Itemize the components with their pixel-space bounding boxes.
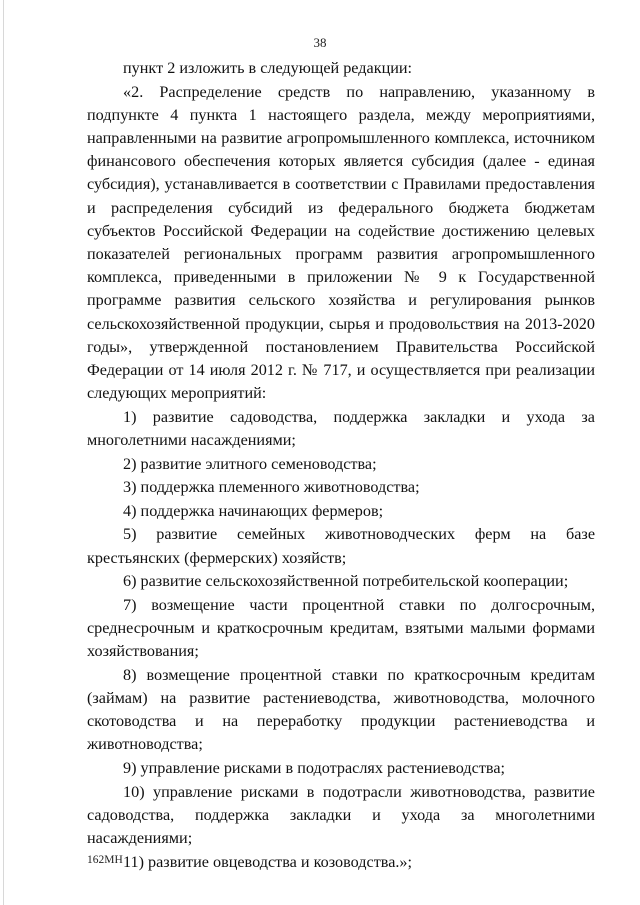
paragraph-main: «2. Распределение средств по направлению, указанному в подпункте 4 пункта 1 настоящего раздела, между мероприятиями, направленными на развитие агропромышленного комплекса, источником финансового обеспечения которых является субсидия (далее - единая субсидия), устанавливается в соответствии с Правилами предоставления и распределения субсидий из федерального бюджета бюджетам субъектов Российской Федерации на содействие достижению целевых показателей региональных программ развития агропромышленного комплекса, приведенными в приложении № 9 к Государственной программе развития сельского хозяйства и регулирования рынков сельскохозяйственной продукции, сырья и продовольствия на 2013-2020 годы», утвержденной постановлением Правительства Российской Федерации от 14 июля 2012 г. № 717, и осуществляется при реализации следующих мероприятий: <box>87 82 595 403</box>
document-code: 162МН <box>87 854 123 866</box>
document-body <box>87 57 595 874</box>
list-item-4: 4) поддержка начинающих фермеров; <box>123 501 384 520</box>
paragraph-instruction: пункт 2 изложить в следующей редакции: <box>123 59 413 77</box>
list-item-7: 7) возмещение части процентной ставки по долгосрочным, среднесрочным и краткосрочным кредитам, взятыми малыми формами хозяйствования; <box>87 595 595 661</box>
list-item-10: 10) управление рисками в подотрасли животноводства, развитие садоводства, поддержка закладки и ухода за многолетними насаждениями; <box>87 782 595 847</box>
page-number: 38 <box>313 35 327 50</box>
list-item-5: 5) развитие семейных животноводческих ферм на базе крестьянских (фермерских) хозяйств; <box>87 525 595 567</box>
list-item-1: 1) развитие садоводства, поддержка закладки и ухода за многолетними насаждениями; <box>87 407 595 450</box>
list-item-3: 3) поддержка племенного животноводства; <box>123 478 420 497</box>
list-item-11: 11) развитие овцеводства и козоводства.»; <box>123 852 413 871</box>
scan-edge-line <box>3 0 4 905</box>
list-item-6: 6) развитие сельскохозяйственной потребительской кооперации; <box>123 572 569 591</box>
list-item-8: 8) возмещение процентной ставки по краткосрочным кредитам (займам) на развитие растениеводства, животноводства, молочного скотоводства и на переработку продукции растениеводства и животноводства; <box>87 665 595 754</box>
list-item-2: 2) развитие элитного семеноводства; <box>123 454 377 473</box>
list-item-9: 9) управление рисками в подотраслях растениеводства; <box>123 759 506 777</box>
